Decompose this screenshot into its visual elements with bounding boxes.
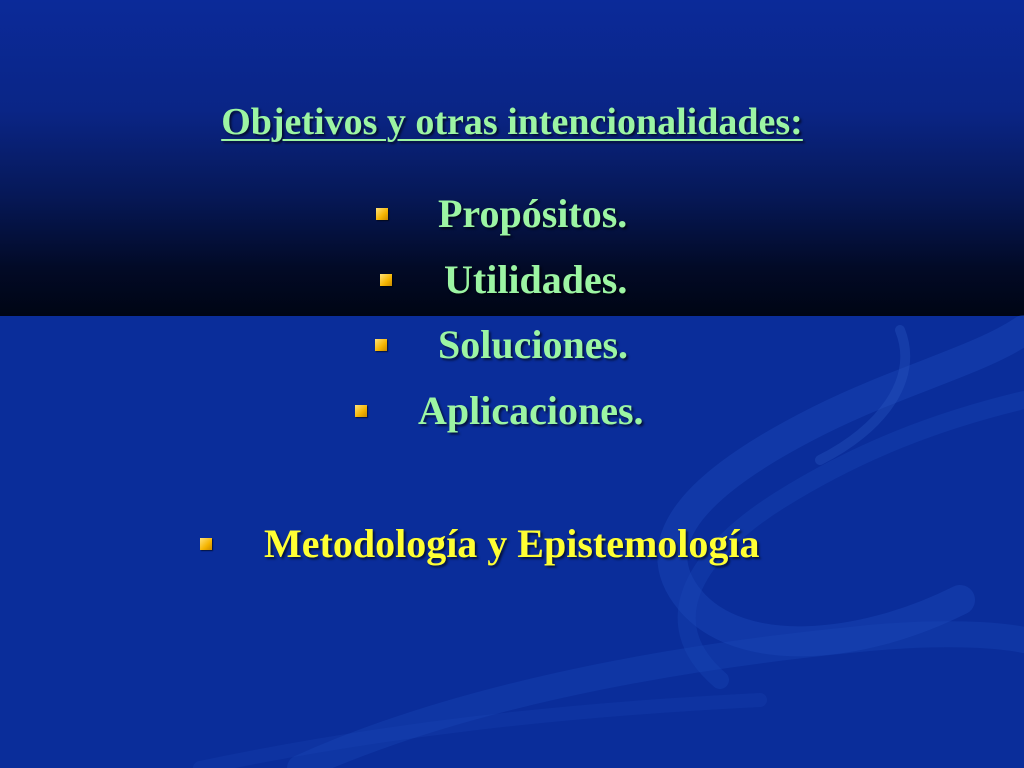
bullet-item-aplicaciones [355, 387, 644, 434]
bullet-item-label: Aplicaciones. [418, 388, 644, 433]
bullet-item-label: Soluciones. [438, 322, 629, 367]
square-bullet-icon [200, 538, 212, 550]
square-bullet-icon [380, 274, 392, 286]
square-bullet-icon [375, 339, 387, 351]
bullet-item-soluciones [375, 321, 628, 368]
bullet-item-propositos [376, 190, 627, 237]
square-bullet-icon [355, 405, 367, 417]
bullet-item-label: Utilidades. [444, 257, 628, 302]
bullet-item-metodologia [200, 520, 760, 567]
bullet-item-utilidades [380, 256, 627, 303]
bullet-item-label: Propósitos. [438, 191, 628, 236]
slide-title: Objetivos y otras intencionalidades: [221, 101, 803, 143]
square-bullet-icon [376, 208, 388, 220]
bullet-item-label: Metodología y Epistemología [264, 521, 760, 566]
